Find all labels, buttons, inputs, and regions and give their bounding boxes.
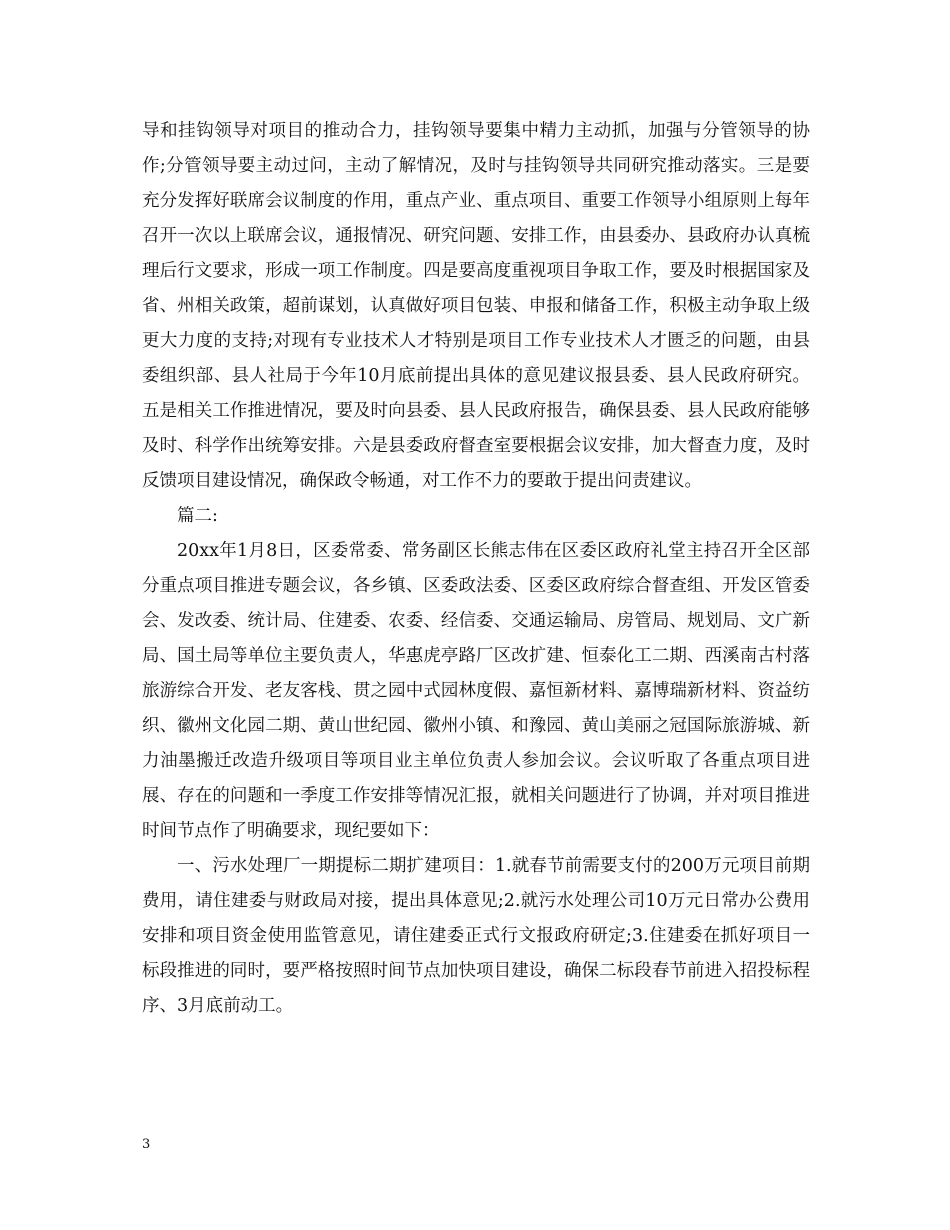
section-heading: 篇二: xyxy=(177,506,218,526)
document-body xyxy=(142,114,810,1024)
page-number: 3 xyxy=(142,1137,151,1152)
paragraph-meeting-summary: 20xx年1月8日，区委常委、常务副区长熊志伟在区委区政府礼堂主持召开全区部分重点项目推进专题会议，各乡镇、区委政法委、区委区政府综合督查组、开发区管委会、发改委、统计局、住建委、农委、经信委、交通运输局、房管局、规划局、文广新局、国土局等单位主要负责人，华惠虎亭路厂区改扩建、恒泰化工二期、西溪南古村落旅游综合开发、老友客栈、贯之园中式园林度假、嘉恒新材料、嘉博瑞新材料、资益纺织、徽州文化园二期、黄山世纪园、徽州小镇、和豫园、黄山美丽之冠国际旅游城、新力油墨搬迁改造升级项目等项目业主单位负责人参加会议。会议听取了各重点项目进展、存在的问题和一季度工作安排等情况汇报，就相关问题进行了协调，并对项目推进时间节点作了明确要求，现纪要如下： xyxy=(142,541,810,841)
paragraph-item-one: 一、污水处理厂一期提标二期扩建项目：1.就春节前需要支付的200万元项目前期费用，请住建委与财政局对接，提出具体意见;2.就污水处理公司10万元日常办公费用安排和项目资金使用监管意见，请住建委正式行文报政府研定;3.住建委在抓好项目一标段推进的同时，要严格按照时间节点加快项目建设，确保二标段春节前进入招投标程序、3月底前动工。 xyxy=(142,856,810,1016)
paragraph-continued: 导和挂钩领导对项目的推动合力，挂钩领导要集中精力主动抓，加强与分管领导的协作;分管领导要主动过问，主动了解情况，及时与挂钩领导共同研究推动落实。三是要充分发挥好联席会议制度的作用，重点产业、重点项目、重要工作领导小组原则上每年召开一次以上联席会议，通报情况、研究问题、安排工作，由县委办、县政府办认真梳理后行文要求，形成一项工作制度。四是要高度重视项目争取工作，要及时根据国家及省、州相关政策，超前谋划，认真做好项目包装、申报和储备工作，积极主动争取上级更大力度的支持;对现有专业技术人才特别是项目工作专业技术人才匮乏的问题，由县委组织部、县人社局于今年10月底前提出具体的意见建议报县委、县人民政府研究。五是相关工作推进情况，要及时向县委、县人民政府报告，确保县委、县人民政府能够及时、科学作出统筹安排。六是县委政府督查室要根据会议安排，加大督查力度，及时反馈项目建设情况，确保政令畅通，对工作不力的要敢于提出问责建议。 xyxy=(142,121,810,491)
